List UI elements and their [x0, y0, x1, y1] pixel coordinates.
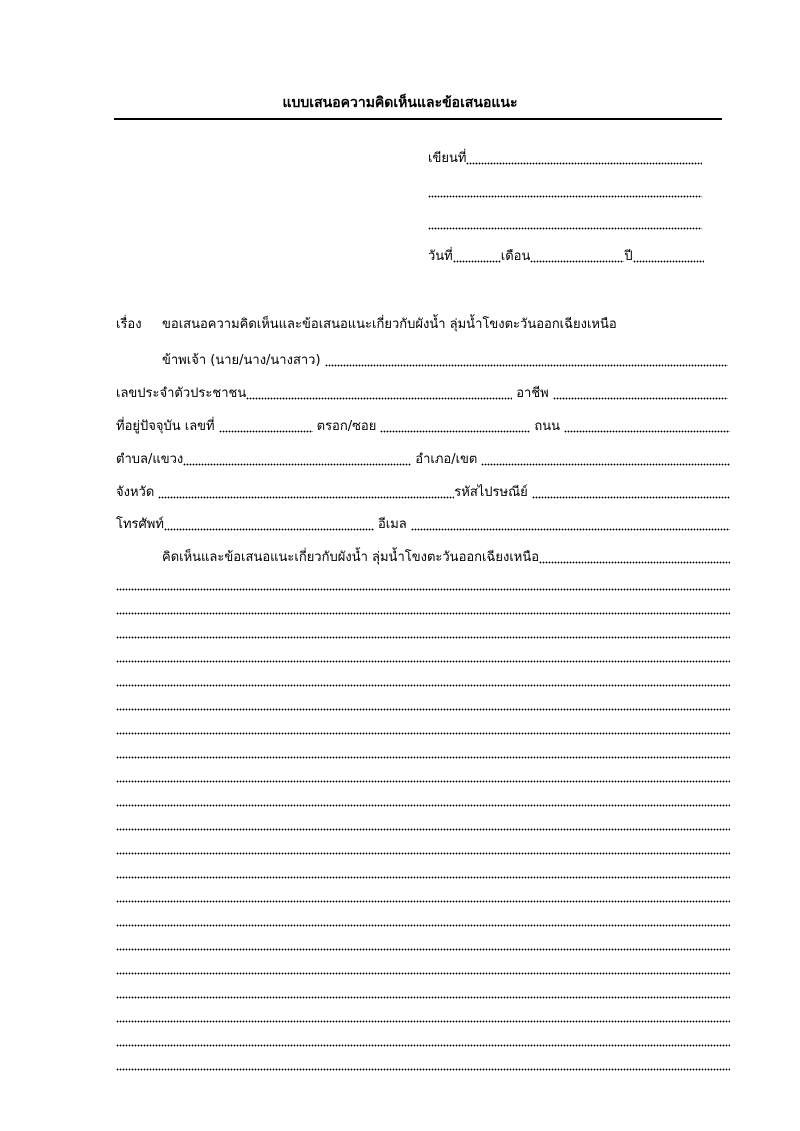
province-label: จังหวัด [116, 485, 155, 500]
id-field[interactable] [246, 396, 512, 400]
road-label: ถนน [534, 419, 561, 434]
province-field[interactable] [158, 495, 454, 499]
address-row [116, 416, 730, 436]
subject-label: เรื่อง [116, 317, 142, 332]
comment-line[interactable] [116, 803, 730, 807]
comments-row [162, 547, 730, 567]
district-label: อำเภอ/เขต [415, 452, 478, 467]
subject-text: ขอเสนอความคิดเห็นและข้อเสนอแนะเกี่ยวกับผังน้ำ ลุ่มน้ำโขงตะวันออกเฉียงเหนือ [162, 317, 617, 332]
alley-label: ตรอก/ซอย [316, 419, 377, 434]
occupation-label: อาชีพ [516, 386, 549, 401]
applicant-row [162, 350, 728, 370]
house-number-field[interactable] [219, 429, 313, 433]
comment-line[interactable] [116, 611, 730, 615]
written-at-line-2 [428, 181, 702, 201]
comment-line[interactable] [116, 587, 730, 591]
applicant-label: ข้าพเจ้า (นาย/นาง/นางสาว) [162, 353, 321, 368]
written-at-line-3 [428, 213, 702, 233]
subdistrict-field[interactable] [183, 462, 411, 466]
postcode-label: รหัสไปรษณีย์ [454, 485, 528, 500]
phone-field[interactable] [164, 527, 374, 531]
applicant-name-field[interactable] [325, 363, 728, 367]
written-at-row [428, 148, 702, 168]
alley-field[interactable] [380, 429, 530, 433]
month-label: เดือน [500, 249, 531, 264]
comment-line[interactable] [116, 971, 730, 975]
comment-line[interactable] [116, 755, 730, 759]
email-field[interactable] [411, 527, 730, 531]
month-field[interactable] [530, 259, 624, 263]
written-at-label: เขียนที่ [428, 151, 467, 166]
comment-line[interactable] [116, 779, 730, 783]
comment-line[interactable] [116, 635, 730, 639]
date-label: วันที่ [428, 249, 453, 264]
comment-line[interactable] [116, 899, 730, 903]
id-label: เลขประจำตัวประชาชน [116, 386, 247, 401]
written-at-field-2[interactable] [428, 194, 702, 198]
form-title: แบบเสนอความคิดเห็นและข้อเสนอแนะ [282, 95, 518, 111]
written-at-field-3[interactable] [428, 226, 702, 230]
subdistrict-row [116, 449, 730, 469]
occupation-field[interactable] [553, 396, 728, 400]
comment-line[interactable] [116, 851, 730, 855]
comments-label: คิดเห็นและข้อเสนอแนะเกี่ยวกับผังน้ำ ลุ่มน้ำโขงตะวันออกเฉียงเหนือ [162, 550, 540, 565]
comment-line[interactable] [116, 875, 730, 879]
road-field[interactable] [564, 429, 730, 433]
email-label: อีเมล [377, 517, 407, 532]
comment-line[interactable] [116, 827, 730, 831]
comment-line[interactable] [116, 731, 730, 735]
subdistrict-label: ตำบล/แขวง [116, 452, 184, 467]
year-label: ปี [624, 249, 633, 264]
title-underline [114, 118, 722, 120]
comment-line[interactable] [116, 923, 730, 927]
subject-row [116, 314, 676, 334]
comment-line[interactable] [116, 947, 730, 951]
phone-row [116, 514, 730, 534]
comment-line[interactable] [116, 995, 730, 999]
province-row [116, 482, 730, 502]
phone-label: โทรศัพท์ [116, 517, 164, 532]
comment-line[interactable] [116, 683, 730, 687]
comment-line[interactable] [116, 1043, 730, 1047]
date-row [428, 246, 704, 266]
written-at-field[interactable] [466, 161, 702, 165]
district-field[interactable] [481, 462, 730, 466]
year-field[interactable] [633, 259, 704, 263]
comment-line[interactable] [116, 659, 730, 663]
date-field[interactable] [453, 259, 501, 263]
comment-line[interactable] [116, 1019, 730, 1023]
comment-line[interactable] [116, 707, 730, 711]
postcode-field[interactable] [532, 495, 730, 499]
address-label: ที่อยู่ปัจจุบัน เลขที่ [116, 419, 215, 434]
comment-line[interactable] [116, 1067, 730, 1071]
comments-first-line-field[interactable] [539, 560, 730, 564]
id-row [116, 383, 728, 403]
